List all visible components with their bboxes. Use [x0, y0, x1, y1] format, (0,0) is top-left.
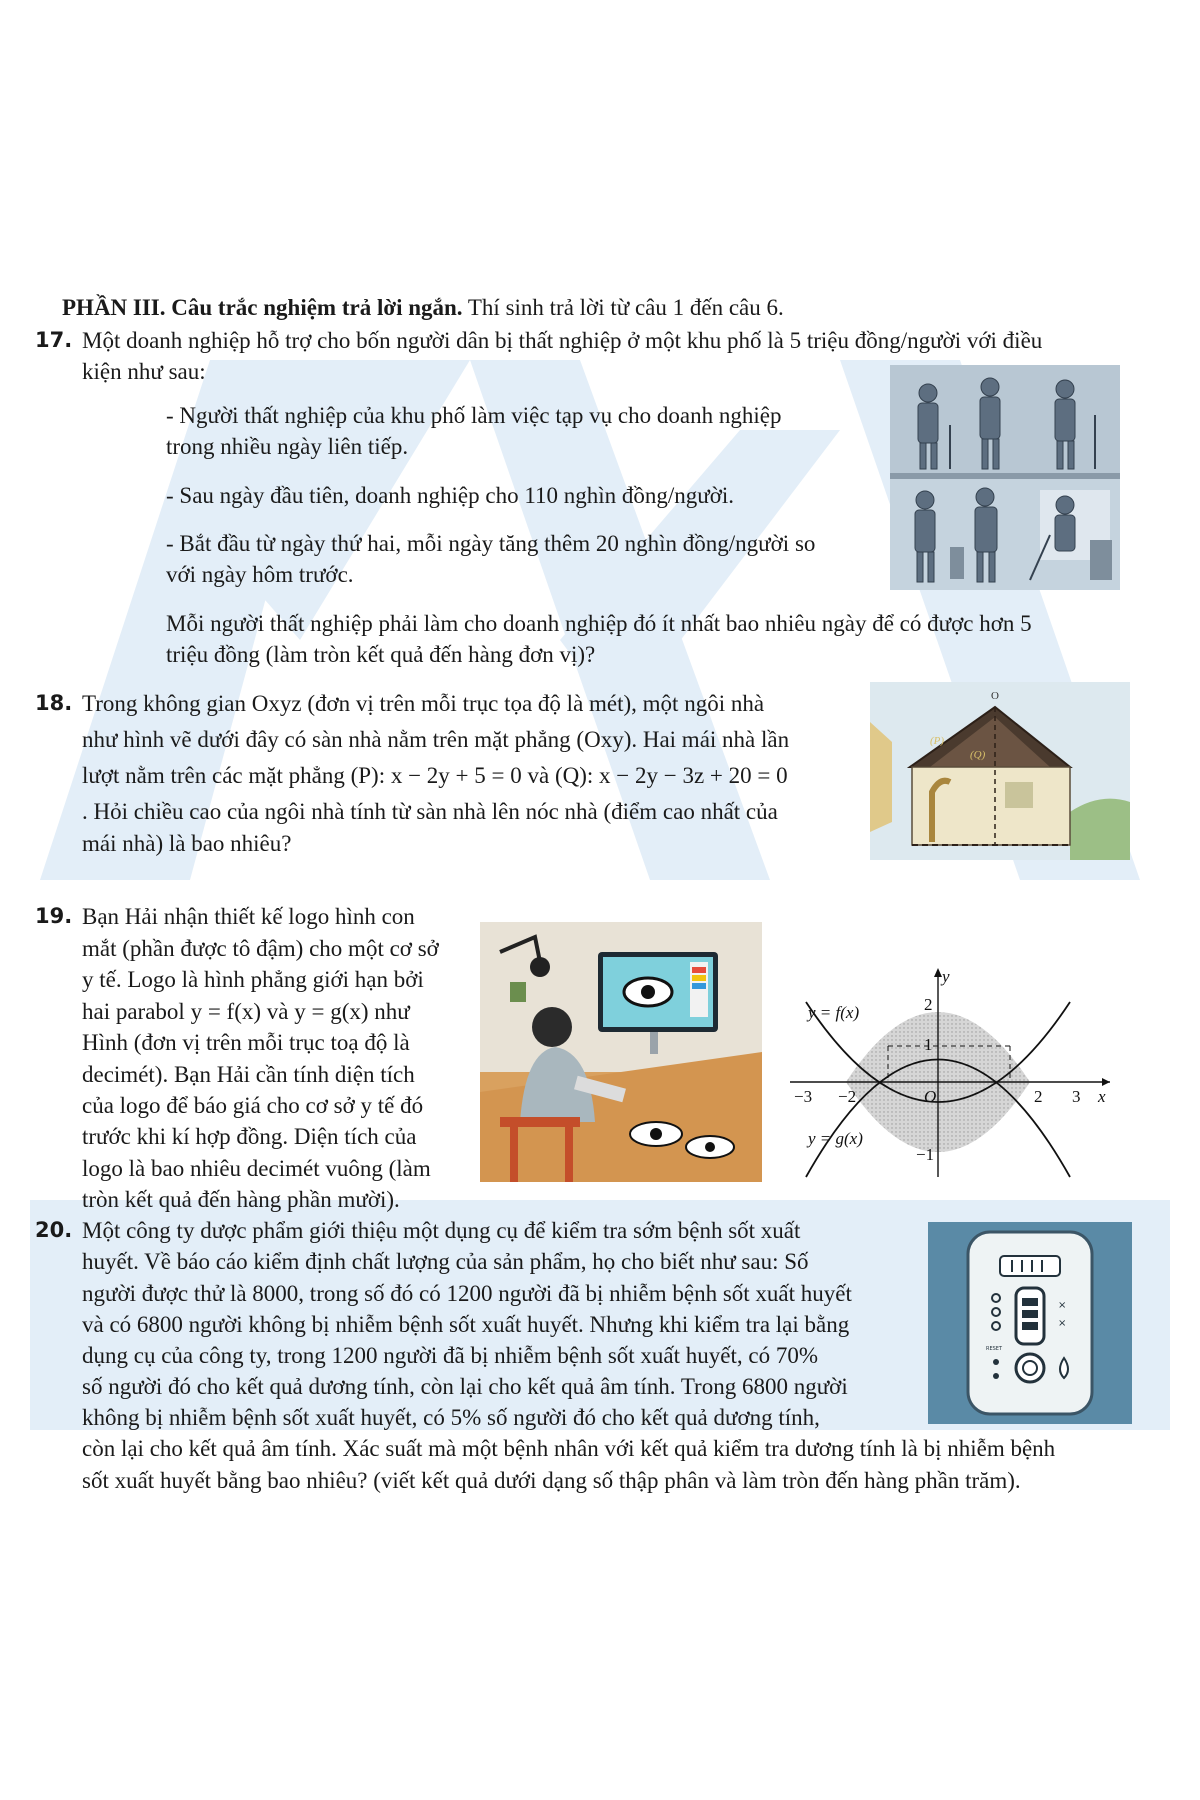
q19-line10: tròn kết quả đến hàng phần mười).	[82, 1187, 400, 1212]
q20-line6: số người đó cho kết quả dương tính, còn lại cho kết quả âm tính. Trong 6800 người	[82, 1374, 848, 1399]
q18-line3: lượt nằm trên các mặt phẳng (P): x − 2y + 5 = 0 và (Q): x − 2y − 3z + 20 = 0	[82, 763, 788, 788]
q19-line6: decimét). Bạn Hải cần tính diện tích	[82, 1062, 415, 1087]
q19-line1: Bạn Hải nhận thiết kế logo hình con	[82, 904, 415, 929]
house-label-q: (Q)	[970, 749, 986, 761]
q17-line1: Một doanh nghiệp hỗ trợ cho bốn người dân bị thất nghiệp ở một khu phố là 5 triệu đồng/người với điều	[82, 328, 1043, 353]
q20-line8: còn lại cho kết quả âm tính. Xác suất mà một bệnh nhân với kết quả kiểm tra dương tính là bị nhiễm bệnh	[82, 1436, 1056, 1461]
q17-bullet3a: - Bắt đầu từ ngày thứ hai, mỗi ngày tăng thêm 20 nghìn đồng/người so	[166, 531, 816, 556]
q19-number: 19.	[35, 904, 73, 928]
q20-line4: và có 6800 người không bị nhiễm bệnh sốt xuất huyết. Nhưng khi kiểm tra lại bằng	[82, 1312, 850, 1337]
q17-ask1: Mỗi người thất nghiệp phải làm cho doanh nghiệp đó ít nhất bao nhiêu ngày để có được hơn 5	[166, 611, 1032, 636]
q18-line2: như hình vẽ dưới đây có sàn nhà nằm trên mặt phẳng (Oxy). Hai mái nhà lần	[82, 727, 790, 752]
q18-line1: Trong không gian Oxyz (đơn vị trên mỗi trục tọa độ là mét), một ngôi nhà	[82, 691, 765, 716]
section-title-bold: PHẦN III. Câu trắc nghiệm trả lời ngắn.	[62, 295, 463, 320]
designer-illustration	[480, 922, 762, 1182]
q17-number: 17.	[35, 328, 73, 352]
q19-line7: của logo để báo giá cho cơ sở y tế đó	[82, 1093, 424, 1118]
q20-line1: Một công ty dược phẩm giới thiệu một dụng cụ để kiểm tra sớm bệnh sốt xuất	[82, 1218, 801, 1243]
tick-2: 2	[1034, 1087, 1043, 1106]
q20-line2: huyết. Về báo cáo kiểm định chất lượng của sản phẩm, họ cho biết như sau: Số	[82, 1249, 809, 1274]
q19-line5: Hình (đơn vị trên mỗi trục toạ độ là	[82, 1030, 410, 1055]
q17-line2: kiện như sau:	[82, 359, 206, 384]
tick-yneg1: −1	[916, 1145, 935, 1164]
tick-3: 3	[1072, 1087, 1081, 1106]
q17-ask2: triệu đồng (làm tròn kết quả đến hàng đơn vị)?	[166, 642, 596, 667]
q17-bullet1a: - Người thất nghiệp của khu phố làm việc tạp vụ cho doanh nghiệp	[166, 403, 782, 428]
q20-line9: sốt xuất huyết bằng bao nhiêu? (viết kết quả dưới dạng số thập phân và làm tròn đến hàng phần trăm).	[82, 1468, 1021, 1493]
label-y-axis: y	[942, 967, 950, 986]
test-device-illustration	[928, 1222, 1132, 1424]
q17-bullet3b: với ngày hôm trước.	[166, 562, 354, 587]
q17-bullet1b: trong nhiều ngày liên tiếp.	[166, 434, 409, 459]
tick-y2: 2	[924, 995, 933, 1014]
house-illustration	[870, 682, 1130, 860]
q19-line3: y tế. Logo là hình phẳng giới hạn bởi	[82, 967, 424, 992]
q17-bullet2: - Sau ngày đầu tiên, doanh nghiệp cho 110 nghìn đồng/người.	[166, 483, 735, 508]
q20-line5: dụng cụ của công ty, trong 1200 người đã bị nhiễm bệnh sốt xuất huyết, có 70%	[82, 1343, 818, 1368]
svg-text:×: ×	[1058, 1300, 1067, 1311]
tick-neg2: −2	[838, 1087, 857, 1106]
q19-line2: mắt (phần được tô đậm) cho một cơ sở	[82, 936, 439, 961]
q18-number: 18.	[35, 691, 73, 715]
device-reset-label: RESET	[986, 1346, 1003, 1352]
house-label-p: (P)	[930, 735, 945, 747]
q19-line9: logo là bao nhiêu decimét vuông (làm	[82, 1156, 431, 1181]
tick-y1: 1	[924, 1035, 933, 1054]
q18-line5: mái nhà) là bao nhiêu?	[82, 831, 292, 856]
section-title	[62, 292, 784, 323]
svg-text:×: ×	[1058, 1318, 1067, 1329]
q18-line4: . Hỏi chiều cao của ngôi nhà tính từ sàn nhà lên nóc nhà (điểm cao nhất của	[82, 799, 778, 824]
q20-line3: người được thử là 8000, trong số đó có 1200 người đã bị nhiễm bệnh sốt xuất huyết	[82, 1281, 852, 1306]
label-g: y = g(x)	[808, 1129, 863, 1148]
parabola-graph	[770, 962, 1120, 1182]
house-label-o: O	[991, 690, 999, 702]
label-f: y = f(x)	[808, 1003, 860, 1022]
tick-origin: O	[924, 1087, 937, 1106]
tick-neg3: −3	[794, 1087, 813, 1106]
label-x-axis: x	[1098, 1087, 1106, 1106]
q19-line8: trước khi kí hợp đồng. Diện tích của	[82, 1124, 417, 1149]
q20-line7: không bị nhiễm bệnh sốt xuất huyết, có 5% số người đó cho kết quả dương tính,	[82, 1405, 820, 1430]
workers-illustration	[890, 365, 1120, 590]
q19-line4: hai parabol y = f(x) và y = g(x) như	[82, 999, 410, 1024]
section-title-rest: Thí sinh trả lời từ câu 1 đến câu 6.	[462, 295, 784, 320]
q20-number: 20.	[35, 1218, 73, 1242]
